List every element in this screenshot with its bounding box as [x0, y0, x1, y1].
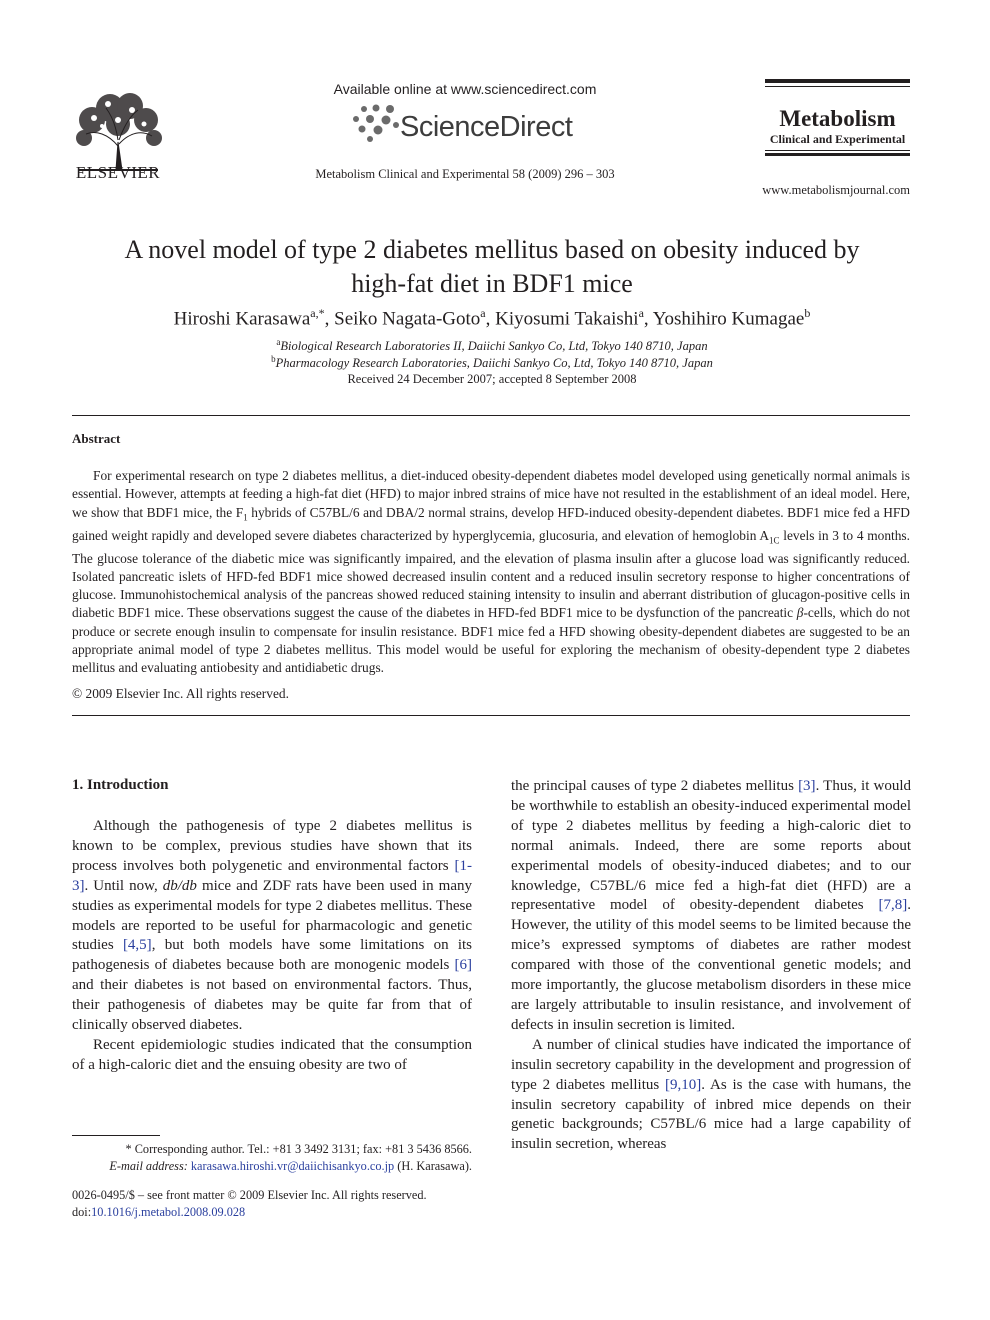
masthead-rule [765, 153, 910, 156]
received-dates: Received 24 December 2007; accepted 8 September 2008 [347, 372, 637, 386]
journal-subtitle: Clinical and Experimental [769, 132, 906, 146]
body-text: and their diabetes is not based on environmental factors. Thus, their pathogenesis of diabetes may be quite far from that of clinically observed diabetes. [72, 977, 472, 1034]
subscript: 1 [243, 512, 248, 523]
body-text: . Until now, [84, 877, 163, 894]
footnote-mark: * [125, 1142, 132, 1156]
author-name: Kiyosumi Takaishi [495, 308, 639, 330]
author-affiliation-mark: a [480, 306, 486, 320]
doi-label: doi: [72, 1205, 92, 1219]
footnote-rule [72, 1135, 160, 1136]
email-link[interactable]: karasawa.hiroshi.vr@daiichisankyo.co.jp [190, 1159, 395, 1173]
journal-reference: Metabolism Clinical and Experimental 58 (2009) 296 – 303 [315, 167, 615, 181]
section-divider [72, 415, 910, 416]
footnote-line [72, 1141, 472, 1158]
abstract-text: levels in 3 to 4 months. The glucose tolerance of the diabetic mice was significantly impaired, and the elevation of plasma insulin after a glucose load was significantly reduced. Isolated pancreatic islets of HFD-fed BDF1 mice showed decreased insulin content and a reduced insulin secretory response to higher concentrations of glucose. Immunohistochemical analysis of the pancreas showed reduced staining intensity to insulin and aberrant distribution of glucagon-positive cells in diabetic BDF1 mice. These observations suggest the cause of the diabetes in HFD-fed BDF1 mice to be dysfunction of the pancreatic [72, 527, 910, 621]
section-divider [72, 715, 910, 716]
citation-link[interactable]: [1-3] [72, 857, 472, 894]
issn-doi-block [72, 1187, 472, 1221]
doi-link[interactable]: 10.1016/j.metabol.2008.09.028 [91, 1205, 246, 1219]
footnote-text: (H. Karasawa). [394, 1159, 472, 1173]
affiliation-b [72, 354, 912, 371]
body-text: A number of clinical studies have indicated the importance of insulin secretory capability in the development and progression of type 2 diabetes mellitus [511, 1036, 911, 1093]
author-name: Hiroshi Karasawa [173, 308, 311, 330]
citation-link[interactable]: [6] [454, 957, 472, 974]
title-line-2: high-fat diet in BDF1 mice [351, 269, 633, 298]
abstract-heading: Abstract [72, 431, 121, 446]
abstract-text: For experimental research on type 2 diabetes mellitus, a diet-induced obesity-dependent diabetes model developed using genetically normal animals is essential. However, attempts at feeding a high-fat diet (HFD) to major inbred strains of mice have not resulted in the establishment of an ideal model. Here, we show that BDF1 mice, the F [72, 468, 910, 520]
abstract-copyright: © 2009 Elsevier Inc. All rights reserved. [72, 686, 289, 701]
body-paragraph [511, 1036, 911, 1155]
publisher-name: ELSEVIER [75, 163, 161, 182]
author-separator: , [643, 308, 653, 330]
citation-link[interactable]: [7,8] [878, 897, 908, 914]
affiliation-text: Biological Research Laboratories II, Daiichi Sankyo Co, Ltd, Tokyo 140 8710, Japan [280, 339, 708, 354]
subscript: 1C [769, 535, 780, 546]
author-separator: , [324, 308, 335, 330]
sciencedirect-logo-text: ScienceDirect [400, 111, 573, 143]
body-text: . However, the utility of this model seems to be limited because the mice’s expressed symptoms of diabetes are rather modest compared with those of the conventional genetic models; and more importantly, the glucose metabolism disorders in these mice are largely attributable to insulin resistance, and involvement of defects in insulin secretion is limited. [511, 897, 911, 1033]
author-name: Seiko Nagata-Goto [334, 308, 481, 330]
body-text: , but both models have some limitations on its pathogenesis of diabetes because both are monogenic models [72, 937, 473, 974]
abstract-text: hybrids of C57BL/6 and DBA/2 normal strains, develop HFD-induced obesity-dependent diabetes. BDF1 mice fed a HFD gained weight rapidly and developed severe diabetes characterized by hyperglycemia, glucosuria, and elevation of hemoglobin A [72, 504, 910, 543]
citation-link[interactable]: [3] [798, 778, 816, 794]
beta-symbol: β [796, 605, 804, 621]
author-affiliation-mark: b [804, 306, 811, 320]
abstract-paragraph [72, 467, 910, 678]
abstract-text: -cells, which do not produce or secrete enough insulin to compensate for insulin resistance. BDF1 mice fed a HFD showing obesity-dependent diabetes are suggested to be an appropriate animal model of type 2 diabetes mellitus. This model would be useful for exploring the mechanism of obesity-dependent type 2 diabetes mellitus and evaluating antiobesity and antidiabetic drugs. [72, 605, 910, 676]
body-text: the principal causes of type 2 diabetes mellitus [511, 778, 799, 794]
abstract-body [72, 467, 910, 678]
journal-name: Metabolism [779, 106, 896, 131]
right-column [511, 777, 911, 1155]
body-paragraph: Recent epidemiologic studies indicated that the consumption of a high-caloric diet and the ensuing obesity are two of [72, 1036, 472, 1073]
citation-link[interactable]: [4,5] [122, 937, 152, 954]
author-affiliation-mark: a [638, 306, 644, 320]
body-text: . Thus, it would be worthwhile to establish an obesity-induced experimental model of type 2 diabetes mellitus by feeding a high-caloric diet to normal animals. Indeed, there are some reports about experimental models of obesity-induced diabetes; and to our knowledge, C57BL/6 mice fed a high-fat diet (HFD) are a representative model of obesity-dependent diabetes [511, 778, 911, 914]
citation-link[interactable]: [9,10] [665, 1076, 702, 1093]
footnote-line [72, 1158, 472, 1175]
body-text: mice and ZDF rats have been used in many studies as experimental models for type 2 diabetes mellitus. These models are reported to be useful for pharmacologic and genetic studies [72, 877, 472, 954]
left-column [72, 817, 472, 1076]
section-heading-introduction: 1. Introduction [72, 777, 169, 793]
footnote-text: Corresponding author. Tel.: +81 3 3492 3131; fax: +81 3 5436 8566. [131, 1142, 472, 1156]
author-list [72, 306, 912, 330]
corresponding-author-footnote [72, 1141, 472, 1175]
journal-url[interactable]: www.metabolismjournal.com [762, 183, 910, 197]
body-text: Although the pathogenesis of type 2 diabetes mellitus is known to be complex, previous studies have shown that its process involves both polygenetic and environmental factors [72, 818, 472, 874]
masthead-rule [765, 150, 910, 151]
masthead-rule [765, 86, 910, 87]
affiliation-text: Pharmacology Research Laboratories, Daiichi Sankyo Co, Ltd, Tokyo 140 8710, Japan [275, 356, 713, 371]
body-text-italic: db/db [162, 877, 197, 894]
body-text: . As is the case with humans, the insulin secretory capability of inbred mice depends on their genetic backgrounds; C57BL/6 mice had a large capability of insulin secretion, whereas [511, 1076, 912, 1153]
affiliation-mark: b [271, 354, 276, 364]
available-online-text[interactable]: Available online at www.sciencedirect.com [333, 81, 597, 97]
author-affiliation-mark: a,* [310, 306, 325, 320]
affiliation-mark: a [276, 337, 281, 347]
body-paragraph [72, 817, 472, 1036]
author-separator: , [485, 308, 496, 330]
issn-line: 0026-0495/$ – see front matter © 2009 Elsevier Inc. All rights reserved. [72, 1188, 427, 1202]
affiliation-a [72, 337, 912, 354]
masthead-rule [765, 79, 910, 83]
body-paragraph [511, 777, 911, 1036]
article-title [72, 233, 912, 301]
doi-line [72, 1204, 472, 1221]
title-line-1: A novel model of type 2 diabetes mellitus based on obesity induced by [124, 235, 860, 264]
author-name: Yoshihiro Kumagae [652, 308, 805, 330]
email-label: E-mail address: [109, 1159, 191, 1173]
